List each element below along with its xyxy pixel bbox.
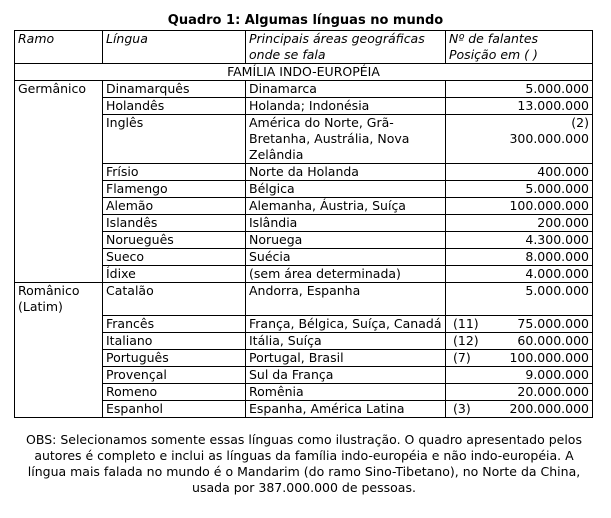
cell-lingua: Sueco	[103, 249, 246, 266]
table-row	[15, 181, 593, 198]
cell-falantes	[446, 198, 593, 215]
cell-lingua: Catalão	[103, 283, 246, 316]
cell-lingua: Flamengo	[103, 181, 246, 198]
cell-ramo	[15, 98, 103, 115]
header-falantes: Nº de falantes Posição em ( )	[446, 31, 593, 64]
cell-lingua: Espanhol	[103, 400, 246, 417]
header-lingua: Língua	[103, 31, 246, 64]
speaker-count: 100.000.000	[509, 349, 589, 365]
cell-ramo	[15, 198, 103, 215]
cell-lingua: Dinamarquês	[103, 81, 246, 98]
cell-area: Romênia	[246, 383, 446, 400]
speaker-count: 20.000.000	[517, 383, 589, 399]
speaker-count: 400.000	[537, 164, 589, 179]
speaker-count: 5.000.000	[525, 81, 589, 96]
cell-ramo	[15, 366, 103, 383]
speaker-count: 5.000.000	[525, 283, 589, 298]
cell-ramo	[15, 181, 103, 198]
cell-ramo	[15, 266, 103, 283]
table-row	[15, 81, 593, 98]
cell-falantes	[446, 98, 593, 115]
header-row	[15, 31, 593, 64]
table-row	[15, 315, 593, 332]
speaker-count: 13.000.000	[517, 98, 589, 113]
cell-lingua: Alemão	[103, 198, 246, 215]
cell-falantes	[446, 332, 593, 349]
cell-falantes	[446, 383, 593, 400]
cell-ramo	[15, 349, 103, 366]
cell-area: Suécia	[246, 249, 446, 266]
cell-lingua: Frísio	[103, 164, 246, 181]
family-label: FAMÍLIA INDO-EUROPÉIA	[15, 64, 593, 81]
position-rank: (2)	[571, 115, 589, 130]
table-row	[15, 266, 593, 283]
cell-falantes	[446, 283, 593, 316]
table-row	[15, 349, 593, 366]
cell-area: Noruega	[246, 232, 446, 249]
cell-area: (sem área determinada)	[246, 266, 446, 283]
cell-ramo	[15, 249, 103, 266]
header-ramo: Ramo	[15, 31, 103, 64]
cell-lingua: Italiano	[103, 332, 246, 349]
position-rank: (11)	[453, 315, 479, 331]
table-row	[15, 332, 593, 349]
cell-area: América do Norte, Grã-Bretanha, Austrália, Nova Zelândia	[246, 115, 446, 164]
speaker-count: 9.000.000	[525, 366, 589, 382]
table-row	[15, 383, 593, 400]
cell-falantes	[446, 249, 593, 266]
speaker-count: 5.000.000	[525, 181, 589, 196]
cell-falantes	[446, 181, 593, 198]
speaker-count: 4.000.000	[525, 266, 589, 281]
table-row	[15, 164, 593, 181]
cell-falantes	[446, 164, 593, 181]
cell-lingua: Ídixe	[103, 266, 246, 283]
cell-lingua: Francês	[103, 315, 246, 332]
cell-ramo: Germânico	[15, 81, 103, 98]
cell-falantes	[446, 232, 593, 249]
position-rank: (3)	[453, 400, 471, 416]
cell-ramo	[15, 383, 103, 400]
cell-falantes	[446, 400, 593, 417]
speaker-count: 300.000.000	[509, 131, 589, 146]
cell-ramo: Românico (Latim)	[15, 283, 103, 316]
cell-area: França, Bélgica, Suíça, Canadá	[246, 315, 446, 332]
cell-falantes	[446, 115, 593, 164]
cell-falantes	[446, 81, 593, 98]
header-areas: Principais áreas geográficas onde se fala	[246, 31, 446, 64]
table-row	[15, 198, 593, 215]
cell-ramo	[15, 400, 103, 417]
table-row	[15, 400, 593, 417]
cell-ramo	[15, 232, 103, 249]
cell-ramo	[15, 164, 103, 181]
cell-falantes	[446, 315, 593, 332]
cell-area: Dinamarca	[246, 81, 446, 98]
speaker-count: 200.000.000	[509, 400, 589, 416]
cell-falantes	[446, 266, 593, 283]
cell-lingua: Português	[103, 349, 246, 366]
cell-lingua: Norueguês	[103, 232, 246, 249]
cell-area: Espanha, América Latina	[246, 400, 446, 417]
table-row	[15, 115, 593, 164]
speaker-count: 200.000	[537, 215, 589, 230]
table-row	[15, 249, 593, 266]
table-row	[15, 215, 593, 232]
cell-lingua: Provençal	[103, 366, 246, 383]
cell-area: Portugal, Brasil	[246, 349, 446, 366]
position-rank: (7)	[453, 349, 471, 365]
speaker-count: 4.300.000	[525, 232, 589, 247]
cell-area: Norte da Holanda	[246, 164, 446, 181]
cell-lingua: Inglês	[103, 115, 246, 164]
obs-note: OBS: Selecionamos somente essas línguas como ilustração. O quadro apresentado pelos autores é completo e inclui as línguas da família indo-européia e não indo-européia. A língua mais falada no mundo é o Mandarim (do ramo Sino-Tibetano), no Norte da China, usada por 387.000.000 de pessoas.	[26, 432, 582, 495]
cell-lingua: Holandês	[103, 98, 246, 115]
cell-lingua: Romeno	[103, 383, 246, 400]
cell-ramo	[15, 215, 103, 232]
cell-ramo	[15, 315, 103, 332]
table-row	[15, 366, 593, 383]
cell-ramo	[15, 332, 103, 349]
cell-ramo	[15, 115, 103, 164]
speaker-count: 100.000.000	[509, 198, 589, 213]
cell-area: Sul da França	[246, 366, 446, 383]
cell-area: Holanda; Indonésia	[246, 98, 446, 115]
table-row	[15, 283, 593, 316]
speaker-count: 8.000.000	[525, 249, 589, 264]
cell-falantes	[446, 215, 593, 232]
cell-lingua: Islandês	[103, 215, 246, 232]
cell-area: Bélgica	[246, 181, 446, 198]
cell-area: Alemanha, Áustria, Suíça	[246, 198, 446, 215]
cell-falantes	[446, 349, 593, 366]
family-row	[15, 64, 593, 81]
cell-falantes	[446, 366, 593, 383]
cell-area: Andorra, Espanha	[246, 283, 446, 316]
languages-table	[14, 30, 593, 418]
position-rank: (12)	[453, 332, 479, 348]
cell-area: Itália, Suíça	[246, 332, 446, 349]
table-title: Quadro 1: Algumas línguas no mundo	[167, 13, 444, 28]
table-row	[15, 232, 593, 249]
table-row	[15, 98, 593, 115]
speaker-count: 75.000.000	[517, 315, 589, 331]
cell-area: Islândia	[246, 215, 446, 232]
speaker-count: 60.000.000	[517, 332, 589, 348]
